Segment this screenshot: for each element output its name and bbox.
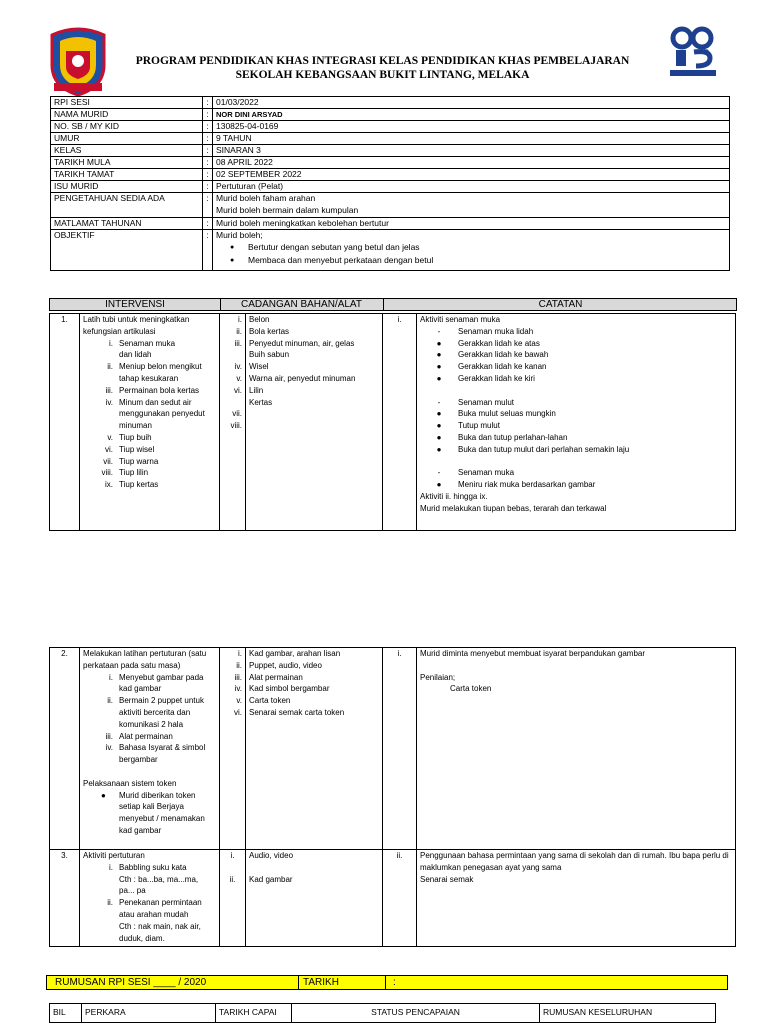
col-status: STATUS PENCAPAIAN: [292, 1004, 540, 1023]
info-row: [51, 193, 730, 218]
info-value: 130825-04-0169: [213, 121, 730, 133]
logo-number: 25: [698, 46, 710, 57]
intervention-cell: [80, 314, 220, 531]
penilaian-label: Penilaian;: [420, 672, 456, 682]
list-item: iii. Permainan bola kertas: [105, 385, 200, 395]
bahan-item: Kertas: [249, 397, 273, 407]
catatan-bullet: ● Buka mulut seluas mungkin: [436, 409, 556, 419]
catatan-footer: Aktiviti ii. hingga ix.: [420, 491, 488, 501]
info-row: [51, 218, 730, 230]
bahan-item: Kad simbol bergambar: [249, 684, 330, 694]
info-label: UMUR: [51, 133, 203, 145]
intervention-table-2: [49, 647, 736, 947]
catatan-bullet: ● Meniru riak muka berdasarkan gambar: [436, 480, 596, 490]
list-item: vi. Tiup wisel: [105, 444, 155, 454]
info-row: [51, 181, 730, 193]
info-value: Pertuturan (Pelat): [213, 181, 730, 193]
info-separator: :: [203, 145, 213, 157]
bahan-item: Carta token: [249, 696, 291, 706]
section-number: 2.: [50, 648, 80, 850]
objective-intro: Murid boleh;: [216, 230, 263, 240]
info-value: SINARAN 3: [213, 145, 730, 157]
catatan-bullet: ● Buka dan tutup mulut dari perlahan semakin laju: [436, 444, 630, 454]
list-item: iv. Minum dan sedut air menggunakan penyedut minuman: [105, 397, 205, 431]
info-value: 08 APRIL 2022: [213, 157, 730, 169]
intervention-column-header: [49, 298, 737, 311]
col-tarikh-capai: TARIKH CAPAI: [216, 1004, 292, 1023]
info-row: [51, 169, 730, 181]
bahan-numbers: i. ii.: [220, 850, 246, 947]
catatan-number: i.: [383, 314, 417, 531]
info-label: RPI SESI: [51, 97, 203, 109]
info-separator: :: [203, 157, 213, 169]
list-item: ii. Bermain 2 puppet untuk aktiviti bercerita dan komunikasi 2 hala: [107, 696, 204, 729]
objective-item: ● Membaca dan menyebut perkataan dengan betul: [216, 255, 726, 268]
achievement-table: [49, 1003, 716, 1023]
info-value: NOR DINI ARSYAD: [213, 109, 730, 121]
intervention-title: Latih tubi untuk meningkatkan kefungsian artikulasi: [83, 315, 190, 336]
info-label: MATLAMAT TAHUNAN: [51, 218, 203, 230]
bahan-numbers: i. ii. iii. iv. v. vi.: [220, 648, 246, 850]
info-separator: :: [203, 121, 213, 133]
info-value: Murid boleh meningkatkan kebolehan bertutur: [213, 218, 730, 230]
catatan-number: ii.: [383, 850, 417, 947]
summary-bar: [46, 975, 728, 990]
summary-label: RUMUSAN RPI SESI ____ / 2020: [55, 977, 207, 988]
col-rumusan: RUMUSAN KESELURUHAN: [540, 1004, 716, 1023]
info-separator: :: [203, 181, 213, 193]
bahan-item: Audio, video: [249, 851, 294, 860]
bahan-item: Belon: [249, 315, 270, 324]
document-title-line1: PROGRAM PENDIDIKAN KHAS INTEGRASI KELAS PENDIDIKAN KHAS PEMBELAJARAN: [135, 55, 630, 67]
list-item: iv. Bahasa Isyarat & simbol bergambar: [105, 743, 206, 765]
bahan-item: Kad gambar, arahan lisan: [249, 649, 341, 658]
intervention-cell: [80, 850, 220, 947]
info-label: PENGETAHUAN SEDIA ADA: [51, 193, 203, 218]
list-item: i. Menyebut gambar pada kad gambar: [109, 672, 204, 694]
catatan-group-head: - Senaman muka lidah: [437, 326, 534, 336]
info-value-line: Murid boleh bermain dalam kumpulan: [216, 205, 359, 215]
list-item: viii. Tiup lilin: [101, 468, 149, 478]
document-title-line2: SEKOLAH KEBANGSAAN BUKIT LINTANG, MELAKA: [235, 69, 530, 81]
info-value: [213, 193, 730, 218]
catatan-footer: Murid melakukan tiupan bebas, terarah dan terkawal: [420, 503, 607, 513]
catatan-bullet: ● Gerakkan lidah ke atas: [436, 338, 540, 348]
table-header-row: [50, 1004, 716, 1023]
info-label: TARIKH TAMAT: [51, 169, 203, 181]
section-number: 1.: [50, 314, 80, 531]
list-item: i. Senaman muka dan lidah: [109, 338, 176, 360]
student-info-table: [50, 96, 730, 271]
col-intervensi: INTERVENSI: [105, 299, 165, 310]
section-number: 3.: [50, 850, 80, 947]
bahan-item: Penyedut minuman, air, gelas: [249, 338, 355, 348]
bahan-item: Buih sabun: [249, 350, 290, 360]
bahan-numbers: i. ii. iii. iv. v. vi. vii. viii.: [220, 314, 246, 531]
catatan-bullet: ● Gerakkan lidah ke kiri: [436, 373, 535, 383]
table-row: [50, 314, 736, 531]
info-separator: :: [203, 97, 213, 109]
info-row: [51, 121, 730, 133]
list-item: i. Babbling suku kata Cth : ba...ba, ma...ma, pa... pa: [109, 862, 199, 896]
list-item: iii. Alat permainan: [105, 731, 173, 741]
intervention-title: Aktiviti pertuturan: [83, 851, 145, 860]
bahan-cell: [246, 850, 383, 947]
info-separator: :: [203, 218, 213, 230]
token-title: Pelaksanaan sistem token: [83, 778, 177, 788]
bahan-item: Puppet, audio, video: [249, 660, 322, 670]
penilaian-item: Carta token: [450, 684, 492, 694]
catatan-title: Aktiviti senaman muka: [420, 315, 501, 324]
col-bil: BIL: [50, 1004, 82, 1023]
info-value: 02 SEPTEMBER 2022: [213, 169, 730, 181]
col-catatan: CATATAN: [538, 299, 583, 310]
bahan-item: Wisel: [249, 362, 269, 372]
school-crest-logo: [46, 25, 110, 97]
info-row: [51, 157, 730, 169]
info-label: OBJEKTIF: [51, 230, 203, 271]
bahan-item: Senarai semak carta token: [249, 707, 345, 717]
info-label: NO. SB / MY KID: [51, 121, 203, 133]
catatan-bullet: ● Tutup mulut: [436, 421, 500, 431]
intervention-table-1: [49, 313, 736, 531]
info-value: [213, 230, 730, 271]
info-value-line: Murid boleh faham arahan: [216, 193, 316, 203]
info-label: KELAS: [51, 145, 203, 157]
info-value: 01/03/2022: [213, 97, 730, 109]
summary-colon: :: [393, 977, 396, 988]
intervention-title: Melakukan latihan pertuturan (satu perkataan pada satu masa): [83, 649, 207, 670]
catatan-cell: [417, 648, 736, 850]
info-label: TARIKH MULA: [51, 157, 203, 169]
bahan-item: Warna air, penyedut minuman: [249, 373, 356, 383]
catatan-cell: [417, 314, 736, 531]
col-perkara: PERKARA: [82, 1004, 216, 1023]
info-separator: :: [203, 133, 213, 145]
info-label: ISU MURID: [51, 181, 203, 193]
info-separator: :: [203, 230, 213, 271]
info-row: [51, 109, 730, 121]
info-row: [51, 97, 730, 109]
catatan-cell: [417, 850, 736, 947]
intervention-cell: [80, 648, 220, 850]
catatan-text: Senarai semak: [420, 874, 474, 884]
list-item: ii. Meniup belon mengikut tahap kesukaran: [107, 362, 202, 383]
summary-tarikh: TARIKH: [303, 977, 339, 988]
bahan-cell: [246, 314, 383, 531]
token-bullet: ● Murid diberikan token setiap kali Berjaya menyebut / menamakan kad gambar: [101, 790, 205, 835]
catatan-text: Penggunaan bahasa permintaan yang sama di sekolah dan di rumah. Ibu bapa perlu di maklumkan penegasan ayat yang sama: [420, 851, 729, 872]
table-row: [50, 648, 736, 850]
info-row: [51, 145, 730, 157]
objective-item: ● Bertutur dengan sebutan yang betul dan jelas: [216, 242, 726, 255]
list-item: ii. Penekanan permintaan atau arahan mudah Cth : nak main, nak air, duduk, diam.: [107, 898, 202, 943]
catatan-group-head: - Senaman muka: [437, 468, 515, 478]
objective-list: [216, 242, 726, 268]
info-separator: :: [203, 193, 213, 218]
bahan-item: Alat permainan: [249, 672, 303, 682]
catatan-bullet: ● Buka dan tutup perlahan-lahan: [436, 432, 568, 442]
table-row: [50, 850, 736, 947]
info-separator: :: [203, 169, 213, 181]
list-item: ix. Tiup kertas: [105, 480, 159, 490]
catatan-bullet: ● Gerakkan lidah ke bawah: [436, 350, 549, 360]
bahan-item: Bola kertas: [249, 326, 290, 336]
col-bahan: CADANGAN BAHAN/ALAT: [241, 299, 362, 310]
info-row: [51, 133, 730, 145]
bahan-item: Lilin: [249, 385, 264, 395]
info-value: 9 TAHUN: [213, 133, 730, 145]
catatan-number: i.: [383, 648, 417, 850]
info-separator: :: [203, 109, 213, 121]
bahan-cell: [246, 648, 383, 850]
list-item: v. Tiup buih: [107, 432, 152, 442]
info-row: [51, 230, 730, 271]
catatan-group-head: - Senaman mulut: [437, 397, 515, 407]
list-item: vii. Tiup warna: [103, 456, 159, 466]
program-logo: [666, 24, 720, 80]
info-label: NAMA MURID: [51, 109, 203, 121]
bahan-item: Kad gambar: [249, 874, 293, 884]
catatan-text: Murid diminta menyebut membuat isyarat berpandukan gambar: [420, 649, 646, 658]
catatan-bullet: ● Gerakkan lidah ke kanan: [436, 362, 547, 372]
